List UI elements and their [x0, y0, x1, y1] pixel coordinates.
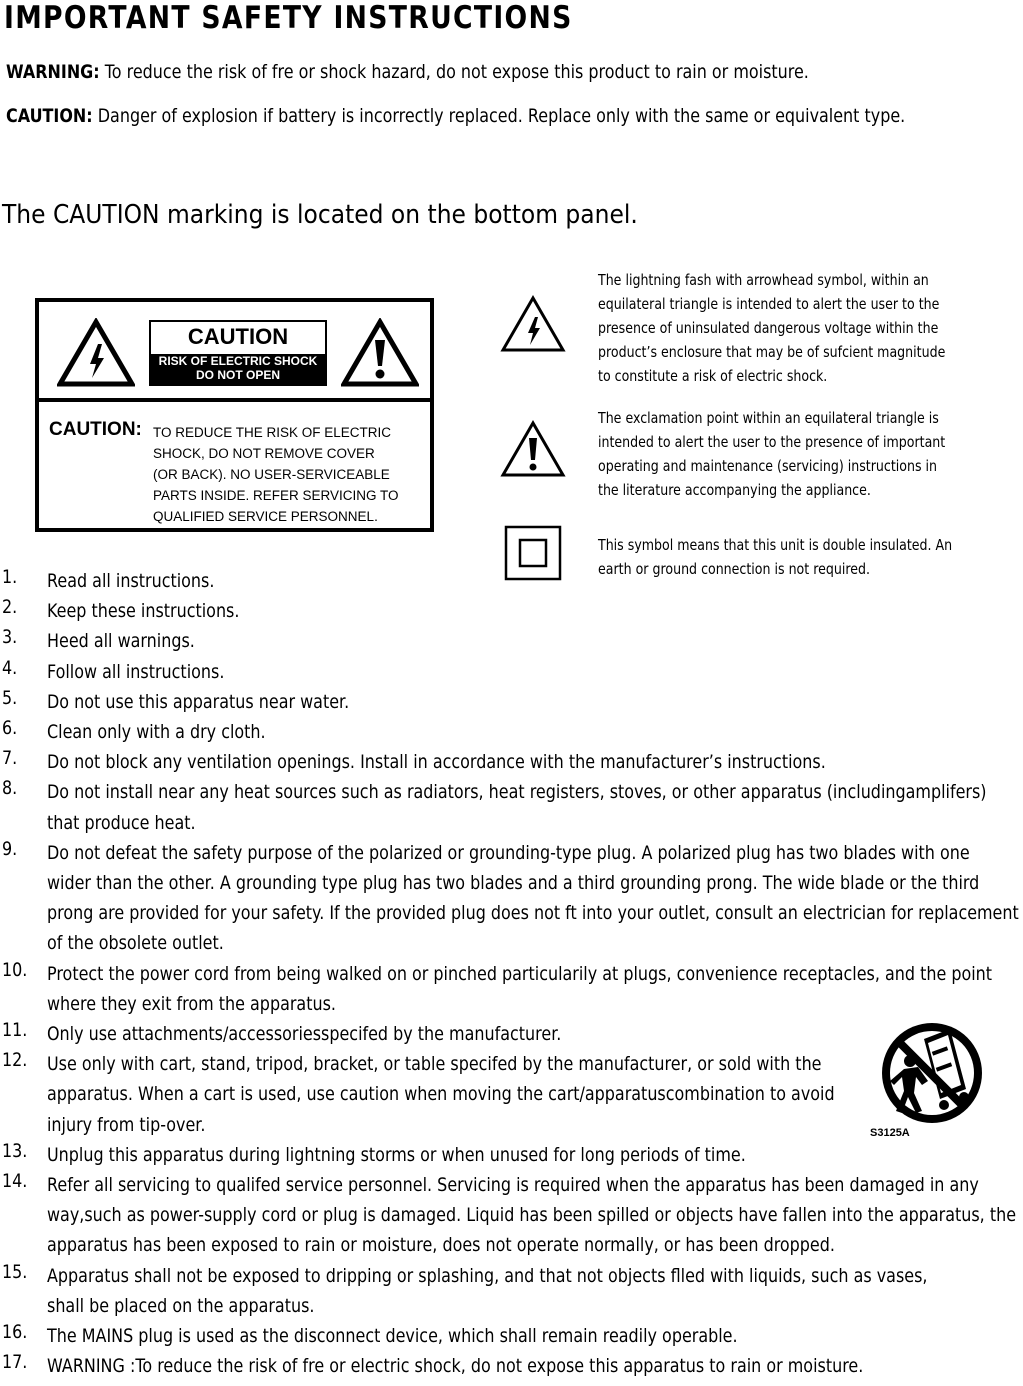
- instruction-text: injury from tip-over.: [47, 1113, 206, 1136]
- instruction-number: 14.: [2, 1170, 28, 1192]
- instruction-text: Apparatus shall not be exposed to dripping or splashing, and that not objects flled with liquids, such as vases,: [47, 1264, 928, 1287]
- caution-line: [6, 105, 905, 127]
- page-title: IMPORTANT SAFETY INSTRUCTIONS: [4, 0, 573, 36]
- instruction-number: 5.: [2, 686, 18, 709]
- instruction-number: 10.: [2, 958, 28, 981]
- instruction-text: apparatus. When a cart is used, use caution when moving the cart/apparatuscombination to avoid: [47, 1083, 835, 1106]
- instruction-text: Keep these instructions.: [47, 600, 240, 623]
- cart-tip-over-warning-icon: [866, 1019, 990, 1129]
- exclamation-triangle-icon: [341, 318, 419, 388]
- exclamation-triangle-icon: [500, 420, 566, 478]
- symbol-text-line: equilateral triangle is intended to alert the user to the: [598, 295, 940, 313]
- lightning-triangle-icon: [500, 295, 566, 353]
- symbol-text-line: The exclamation point within an equilateral triangle is: [598, 409, 939, 427]
- symbol-text-line: presence of uninsulated dangerous voltage within the: [598, 319, 939, 337]
- symbol-text-line: earth or ground connection is not required.: [598, 560, 871, 578]
- caution-box-title: CAUTION: [187, 324, 289, 349]
- caution-box-subtitle: [151, 354, 325, 384]
- cart-symbol-code: S3125A: [870, 1127, 910, 1139]
- location-note: The CAUTION marking is located on the bottom panel.: [2, 200, 638, 230]
- instruction-text: Protect the power cord from being walked on or pinched particularily at plugs, convenience receptacles, and the point: [47, 962, 993, 985]
- instruction-text: Do not block any ventilation openings. Install in accordance with the manufacturer’s instructions.: [47, 751, 826, 774]
- instruction-text: of the obsolete outlet.: [47, 932, 224, 955]
- instruction-text: wider than the other. A grounding type plug has two blades and a third grounding prong. The wide blade or the third: [47, 871, 980, 894]
- instruction-number: 17.: [2, 1351, 28, 1374]
- warning-label: WARNING:: [6, 61, 100, 83]
- symbol-text-line: intended to alert the user to the presence of important: [598, 433, 946, 451]
- label-caution-line: QUALIFIED SERVICE PERSONNEL.: [153, 509, 378, 524]
- warning-text: To reduce the risk of fre or shock hazard, do not expose this product to rain or moisture.: [104, 61, 809, 83]
- symbol-description-lightning: [598, 268, 945, 388]
- lightning-triangle-icon: [57, 318, 135, 388]
- caution-box-sub-line-2: DO NOT OPEN: [195, 368, 280, 382]
- instruction-text: WARNING :To reduce the risk of fre or electric shock, do not expose this apparatus to rain or moisture.: [47, 1355, 864, 1378]
- instruction-text: Unplug this apparatus during lightning storms or when unused for long periods of time.: [47, 1143, 746, 1166]
- caution-label-header: [39, 302, 430, 402]
- instruction-text: apparatus has been exposed to rain or moisture, does not operate normally, or has been dropped.: [47, 1234, 835, 1257]
- instruction-text: where they exit from the apparatus.: [47, 992, 336, 1015]
- symbol-text-line: operating and maintenance (servicing) instructions in: [598, 457, 938, 475]
- instruction-number: 3.: [2, 626, 18, 649]
- instruction-text: The MAINS plug is used as the disconnect device, which shall remain readily operable.: [47, 1325, 738, 1347]
- symbol-description-double-insulation: [598, 533, 952, 581]
- instruction-text: way,such as power-supply cord or plug is damaged. Liquid has been spilled or objects have fallen into the apparatus, the: [47, 1204, 1017, 1227]
- instruction-number: 4.: [2, 656, 18, 679]
- instruction-text: Heed all warnings.: [47, 630, 195, 653]
- instruction-number: 12.: [2, 1049, 28, 1072]
- warning-line: [6, 61, 809, 83]
- instruction-text: Refer all servicing to qualifed service personnel. Servicing is required when the apparatus has been damaged in any: [47, 1174, 979, 1196]
- instruction-number: 16.: [2, 1321, 28, 1343]
- instruction-text: shall be placed on the apparatus.: [47, 1294, 315, 1317]
- caution-label: CAUTION:: [6, 105, 93, 127]
- symbol-description-exclamation: [598, 406, 945, 502]
- instruction-number: 9.: [2, 837, 18, 860]
- double-insulation-icon: [504, 525, 562, 581]
- instruction-text: Do not install near any heat sources such as radiators, heat registers, stoves, or other apparatus (includingamplifers): [47, 781, 987, 804]
- symbol-text-line: to constitute a risk of electric shock.: [598, 367, 828, 385]
- symbol-text-line: product’s enclosure that may be of sufcient magnitude: [598, 343, 946, 361]
- symbol-text-line: The lightning fash with arrowhead symbol, within an: [598, 271, 929, 289]
- instruction-text: Follow all instructions.: [47, 660, 225, 683]
- caution-text: Danger of explosion if battery is incorrectly replaced. Replace only with the same or equivalent type.: [97, 105, 906, 127]
- instruction-text: Only use attachments/accessoriesspecifed by the manufacturer.: [47, 1023, 562, 1045]
- instruction-text: Do not use this apparatus near water.: [47, 690, 350, 713]
- label-caution-heading: CAUTION:: [49, 419, 142, 440]
- caution-label-panel: [35, 298, 434, 532]
- instruction-number: 15.: [2, 1260, 28, 1283]
- instruction-number: 6.: [2, 717, 18, 739]
- symbol-text-line: the literature accompanying the appliance.: [598, 481, 871, 499]
- instruction-number: 13.: [2, 1139, 28, 1162]
- label-caution-line: SHOCK, DO NOT REMOVE COVER: [153, 446, 375, 461]
- instruction-number: 11.: [2, 1019, 28, 1041]
- instruction-number: 1.: [2, 566, 18, 588]
- label-caution-line: TO REDUCE THE RISK OF ELECTRIC: [153, 425, 392, 440]
- instruction-text: Use only with cart, stand, tripod, bracket, or table specifed by the manufacturer, or sold with the: [47, 1053, 822, 1076]
- instruction-text: Read all instructions.: [47, 570, 215, 592]
- instruction-number: 8.: [2, 777, 18, 800]
- label-caution-line: (OR BACK). NO USER-SERVICEABLE: [153, 467, 390, 482]
- instruction-text: Do not defeat the safety purpose of the polarized or grounding-type plug. A polarized plug has two blades with one: [47, 841, 970, 864]
- label-caution-text: [153, 422, 399, 527]
- instruction-number: 2.: [2, 596, 18, 619]
- symbol-text-line: This symbol means that this unit is double insulated. An: [598, 536, 953, 554]
- instruction-number: 7.: [2, 747, 18, 770]
- instruction-text: Clean only with a dry cloth.: [47, 721, 266, 743]
- instruction-text: that produce heat.: [47, 811, 196, 834]
- caution-box-sub-line-1: RISK OF ELECTRIC SHOCK: [158, 354, 318, 368]
- instruction-text: prong are provided for your safety. If the provided plug does not ft into your outlet, consult an electrician for replacement: [47, 902, 1019, 925]
- caution-box: [149, 320, 327, 386]
- label-caution-line: PARTS INSIDE. REFER SERVICING TO: [153, 488, 399, 503]
